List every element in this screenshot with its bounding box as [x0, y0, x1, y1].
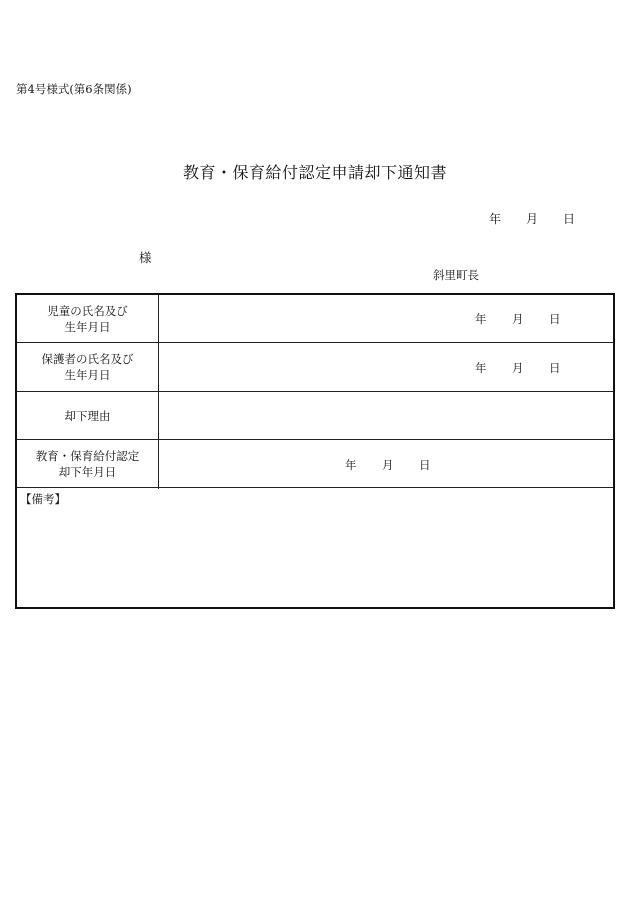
label-line: 却下理由: [64, 408, 111, 423]
issue-date-year: 年: [489, 212, 502, 226]
date-month: 月: [512, 361, 524, 375]
guardian-name-birthdate-label: [17, 343, 158, 391]
date-year: 年: [345, 458, 357, 472]
addressee-suffix: 様: [139, 250, 152, 265]
row-divider: [17, 487, 613, 488]
column-divider: [158, 295, 159, 489]
notice-table: [15, 293, 615, 609]
issue-date-day: 日: [563, 212, 576, 226]
label-line: 生年月日: [64, 319, 111, 334]
label-line: 却下年月日: [58, 464, 117, 479]
label-line: 生年月日: [64, 368, 111, 382]
form-number: 第4号様式(第6条関係): [16, 82, 132, 96]
date-year: 年: [475, 312, 487, 326]
document-title: 教育・保育給付認定申請却下通知書: [182, 163, 447, 182]
label-line: 児童の氏名及び: [47, 303, 128, 318]
remarks-label: 【備考】: [20, 492, 66, 506]
issue-date: [0, 210, 630, 226]
date-day: 日: [419, 458, 431, 472]
label-line: 保護者の氏名及び: [41, 352, 134, 366]
date-day: 日: [549, 312, 561, 326]
issue-date-month: 月: [526, 212, 539, 226]
label-line: 教育・保育給付認定: [35, 448, 140, 463]
date-year: 年: [475, 361, 487, 375]
date-day: 日: [549, 361, 561, 375]
rejection-reason-label: [17, 392, 158, 439]
child-name-birthdate-label: [17, 295, 158, 342]
date-month: 月: [512, 312, 524, 326]
date-month: 月: [382, 458, 394, 472]
issuer-name: 斜里町長: [433, 268, 479, 282]
rejection-date-label: [17, 440, 158, 487]
